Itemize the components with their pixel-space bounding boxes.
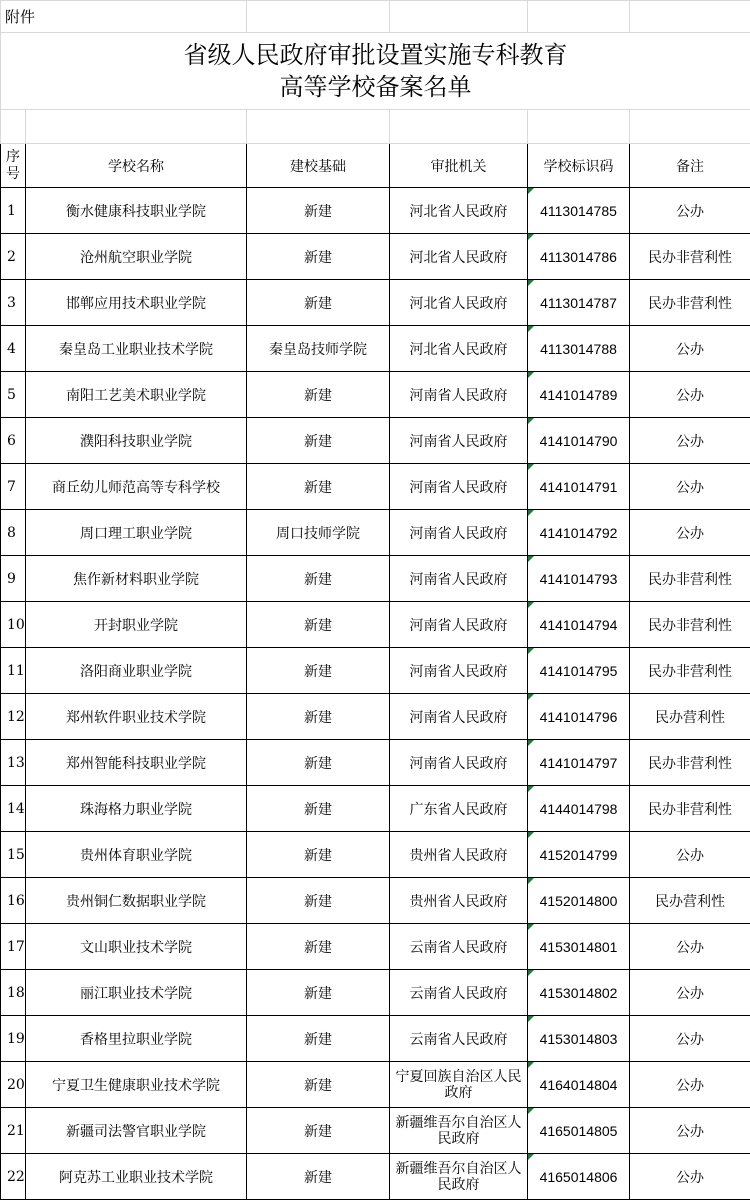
cell-basis[interactable]: 新建 (247, 648, 390, 694)
cell-basis[interactable]: 新建 (247, 280, 390, 326)
cell-authority[interactable]: 广东省人民政府 (390, 786, 528, 832)
cell-seq[interactable]: 8 (1, 510, 26, 556)
cell-school-name[interactable]: 衡水健康科技职业学院 (26, 188, 247, 234)
attachment-label[interactable]: 附件 (1, 1, 247, 33)
table-row (1, 602, 750, 648)
header-row (1, 144, 750, 188)
cell-basis[interactable]: 新建 (247, 1016, 390, 1062)
table-row (1, 372, 750, 418)
cell-note[interactable]: 公办 (630, 418, 750, 464)
cell-basis[interactable]: 新建 (247, 188, 390, 234)
cell-code[interactable]: 4152014800 (528, 878, 630, 924)
cell-seq[interactable]: 4 (1, 326, 26, 372)
cell-school-name[interactable]: 贵州铜仁数据职业学院 (26, 878, 247, 924)
cell-school-name[interactable]: 贵州体育职业学院 (26, 832, 247, 878)
cell-school-name[interactable]: 香格里拉职业学院 (26, 1016, 247, 1062)
cell-basis[interactable]: 新建 (247, 602, 390, 648)
cell-school-name[interactable]: 丽江职业技术学院 (26, 970, 247, 1016)
empty-cell[interactable] (390, 110, 528, 144)
cell-school-name[interactable]: 商丘幼儿师范高等专科学校 (26, 464, 247, 510)
table-row (1, 832, 750, 878)
cell-school-name[interactable]: 濮阳科技职业学院 (26, 418, 247, 464)
cell-school-name[interactable]: 南阳工艺美术职业学院 (26, 372, 247, 418)
title-line-2: 高等学校备案名单 (279, 73, 472, 101)
cell-basis[interactable]: 周口技师学院 (247, 510, 390, 556)
table-row (1, 694, 750, 740)
table-row (1, 556, 750, 602)
table-row (1, 1154, 750, 1200)
cell-school-name[interactable]: 郑州智能科技职业学院 (26, 740, 247, 786)
table-row (1, 188, 750, 234)
empty-cell[interactable] (528, 1, 630, 33)
header-authority[interactable]: 审批机关 (390, 144, 528, 188)
cell-basis[interactable]: 新建 (247, 924, 390, 970)
cell-school-name[interactable]: 邯郸应用技术职业学院 (26, 280, 247, 326)
cell-school-name[interactable]: 文山职业技术学院 (26, 924, 247, 970)
header-basis[interactable]: 建校基础 (247, 144, 390, 188)
cell-note[interactable]: 民办非营利性 (630, 740, 750, 786)
cell-code[interactable]: 4141014794 (528, 602, 630, 648)
cell-authority[interactable]: 河南省人民政府 (390, 556, 528, 602)
table-row (1, 418, 750, 464)
cell-note[interactable]: 公办 (630, 1062, 750, 1108)
cell-note[interactable]: 民办非营利性 (630, 648, 750, 694)
cell-school-name[interactable]: 郑州软件职业技术学院 (26, 694, 247, 740)
cell-note[interactable]: 民办非营利性 (630, 280, 750, 326)
cell-note[interactable]: 公办 (630, 832, 750, 878)
cell-code[interactable]: 4152014799 (528, 832, 630, 878)
cell-code[interactable]: 4141014796 (528, 694, 630, 740)
cell-note[interactable]: 公办 (630, 1154, 750, 1200)
cell-code[interactable]: 4141014795 (528, 648, 630, 694)
cell-seq[interactable]: 22 (1, 1154, 26, 1200)
cell-code[interactable]: 4113014785 (528, 188, 630, 234)
table-row (1, 740, 750, 786)
cell-school-name[interactable]: 沧州航空职业学院 (26, 234, 247, 280)
empty-cell[interactable] (390, 1, 528, 33)
cell-seq[interactable]: 16 (1, 878, 26, 924)
cell-code[interactable]: 4113014788 (528, 326, 630, 372)
cell-basis[interactable]: 新建 (247, 418, 390, 464)
cell-code[interactable]: 4153014802 (528, 970, 630, 1016)
cell-basis[interactable]: 新建 (247, 832, 390, 878)
cell-seq[interactable]: 6 (1, 418, 26, 464)
cell-authority[interactable]: 河北省人民政府 (390, 280, 528, 326)
cell-code[interactable]: 4141014791 (528, 464, 630, 510)
cell-basis[interactable]: 新建 (247, 740, 390, 786)
cell-seq[interactable]: 9 (1, 556, 26, 602)
cell-basis[interactable]: 新建 (247, 556, 390, 602)
cell-authority[interactable]: 河南省人民政府 (390, 372, 528, 418)
title-line-1: 省级人民政府审批设置实施专科教育 (183, 41, 568, 69)
cell-seq[interactable]: 20 (1, 1062, 26, 1108)
cell-basis[interactable]: 新建 (247, 878, 390, 924)
cell-seq[interactable]: 1 (1, 188, 26, 234)
cell-authority[interactable]: 河南省人民政府 (390, 648, 528, 694)
cell-school-name[interactable]: 洛阳商业职业学院 (26, 648, 247, 694)
cell-basis[interactable]: 新建 (247, 694, 390, 740)
cell-authority[interactable]: 河南省人民政府 (390, 740, 528, 786)
cell-seq[interactable]: 14 (1, 786, 26, 832)
cell-seq[interactable]: 3 (1, 280, 26, 326)
cell-code[interactable]: 4113014786 (528, 234, 630, 280)
table-row (1, 326, 750, 372)
cell-seq[interactable]: 18 (1, 970, 26, 1016)
table-row (1, 648, 750, 694)
cell-authority[interactable]: 河南省人民政府 (390, 694, 528, 740)
document-title[interactable] (1, 33, 750, 110)
cell-seq[interactable]: 21 (1, 1108, 26, 1154)
cell-seq[interactable]: 10 (1, 602, 26, 648)
empty-cell[interactable] (1, 110, 26, 144)
cell-code[interactable]: 4113014787 (528, 280, 630, 326)
table-row (1, 1108, 750, 1154)
cell-school-name[interactable]: 焦作新材料职业学院 (26, 556, 247, 602)
cell-note[interactable]: 公办 (630, 326, 750, 372)
cell-code[interactable]: 4164014804 (528, 1062, 630, 1108)
header-seq[interactable]: 序号 (1, 144, 26, 188)
cell-school-name[interactable]: 新疆司法警官职业学院 (26, 1108, 247, 1154)
cell-seq[interactable]: 13 (1, 740, 26, 786)
cell-note[interactable]: 民办非营利性 (630, 786, 750, 832)
empty-cell[interactable] (630, 110, 750, 144)
cell-note[interactable]: 公办 (630, 464, 750, 510)
cell-seq[interactable]: 7 (1, 464, 26, 510)
cell-note[interactable]: 公办 (630, 970, 750, 1016)
cell-code[interactable]: 4153014803 (528, 1016, 630, 1062)
cell-authority[interactable]: 贵州省人民政府 (390, 878, 528, 924)
empty-cell[interactable] (247, 1, 390, 33)
cell-seq[interactable]: 19 (1, 1016, 26, 1062)
table-row (1, 924, 750, 970)
table-row (1, 1062, 750, 1108)
header-school-name[interactable]: 学校名称 (26, 144, 247, 188)
cell-authority[interactable]: 新疆维吾尔自治区人民政府 (390, 1108, 528, 1154)
cell-basis[interactable]: 新建 (247, 234, 390, 280)
cell-note[interactable]: 民办非营利性 (630, 602, 750, 648)
cell-note[interactable]: 公办 (630, 1108, 750, 1154)
cell-code[interactable]: 4141014790 (528, 418, 630, 464)
cell-note[interactable]: 民办非营利性 (630, 234, 750, 280)
header-code[interactable]: 学校标识码 (528, 144, 630, 188)
cell-code[interactable]: 4165014805 (528, 1108, 630, 1154)
table-row (1, 1016, 750, 1062)
cell-school-name[interactable]: 开封职业学院 (26, 602, 247, 648)
cell-authority[interactable]: 河北省人民政府 (390, 188, 528, 234)
cell-code[interactable]: 4144014798 (528, 786, 630, 832)
cell-seq[interactable]: 17 (1, 924, 26, 970)
cell-note[interactable]: 公办 (630, 188, 750, 234)
cell-authority[interactable]: 河北省人民政府 (390, 234, 528, 280)
cell-authority[interactable]: 河北省人民政府 (390, 326, 528, 372)
cell-note[interactable]: 公办 (630, 510, 750, 556)
cell-basis[interactable]: 新建 (247, 372, 390, 418)
cell-basis[interactable]: 新建 (247, 1062, 390, 1108)
table-row (1, 280, 750, 326)
table-row (1, 464, 750, 510)
cell-note[interactable]: 公办 (630, 372, 750, 418)
header-note[interactable]: 备注 (630, 144, 750, 188)
empty-cell[interactable] (528, 110, 630, 144)
cell-authority[interactable]: 河南省人民政府 (390, 464, 528, 510)
cell-school-name[interactable]: 秦皇岛工业职业技术学院 (26, 326, 247, 372)
cell-authority[interactable]: 宁夏回族自治区人民政府 (390, 1062, 528, 1108)
cell-authority[interactable]: 新疆维吾尔自治区人民政府 (390, 1154, 528, 1200)
table-row (1, 878, 750, 924)
table-row (1, 786, 750, 832)
table-row (1, 970, 750, 1016)
cell-authority[interactable]: 云南省人民政府 (390, 924, 528, 970)
table-row (1, 234, 750, 280)
empty-cell[interactable] (26, 110, 247, 144)
cell-school-name[interactable]: 周口理工职业学院 (26, 510, 247, 556)
cell-code[interactable]: 4153014801 (528, 924, 630, 970)
cell-basis[interactable]: 新建 (247, 786, 390, 832)
cell-seq[interactable]: 11 (1, 648, 26, 694)
cell-basis[interactable]: 新建 (247, 970, 390, 1016)
cell-authority[interactable]: 河南省人民政府 (390, 602, 528, 648)
empty-cell[interactable] (630, 1, 750, 33)
cell-seq[interactable]: 15 (1, 832, 26, 878)
cell-seq[interactable]: 2 (1, 234, 26, 280)
table-row (1, 510, 750, 556)
cell-seq[interactable]: 12 (1, 694, 26, 740)
cell-basis[interactable]: 新建 (247, 1154, 390, 1200)
cell-code[interactable]: 4165014806 (528, 1154, 630, 1200)
cell-basis[interactable]: 新建 (247, 1108, 390, 1154)
cell-code[interactable]: 4141014792 (528, 510, 630, 556)
cell-school-name[interactable]: 珠海格力职业学院 (26, 786, 247, 832)
cell-basis[interactable]: 秦皇岛技师学院 (247, 326, 390, 372)
cell-note[interactable]: 民办营利性 (630, 694, 750, 740)
cell-note[interactable]: 民办营利性 (630, 878, 750, 924)
cell-authority[interactable]: 河南省人民政府 (390, 418, 528, 464)
cell-note[interactable]: 公办 (630, 924, 750, 970)
cell-code[interactable]: 4141014789 (528, 372, 630, 418)
cell-code[interactable]: 4141014797 (528, 740, 630, 786)
empty-cell[interactable] (247, 110, 390, 144)
cell-seq[interactable]: 5 (1, 372, 26, 418)
cell-note[interactable]: 民办非营利性 (630, 556, 750, 602)
cell-school-name[interactable]: 阿克苏工业职业技术学院 (26, 1154, 247, 1200)
cell-note[interactable]: 公办 (630, 1016, 750, 1062)
cell-authority[interactable]: 云南省人民政府 (390, 970, 528, 1016)
cell-basis[interactable]: 新建 (247, 464, 390, 510)
cell-authority[interactable]: 河南省人民政府 (390, 510, 528, 556)
cell-school-name[interactable]: 宁夏卫生健康职业技术学院 (26, 1062, 247, 1108)
cell-authority[interactable]: 云南省人民政府 (390, 1016, 528, 1062)
cell-authority[interactable]: 贵州省人民政府 (390, 832, 528, 878)
cell-code[interactable]: 4141014793 (528, 556, 630, 602)
